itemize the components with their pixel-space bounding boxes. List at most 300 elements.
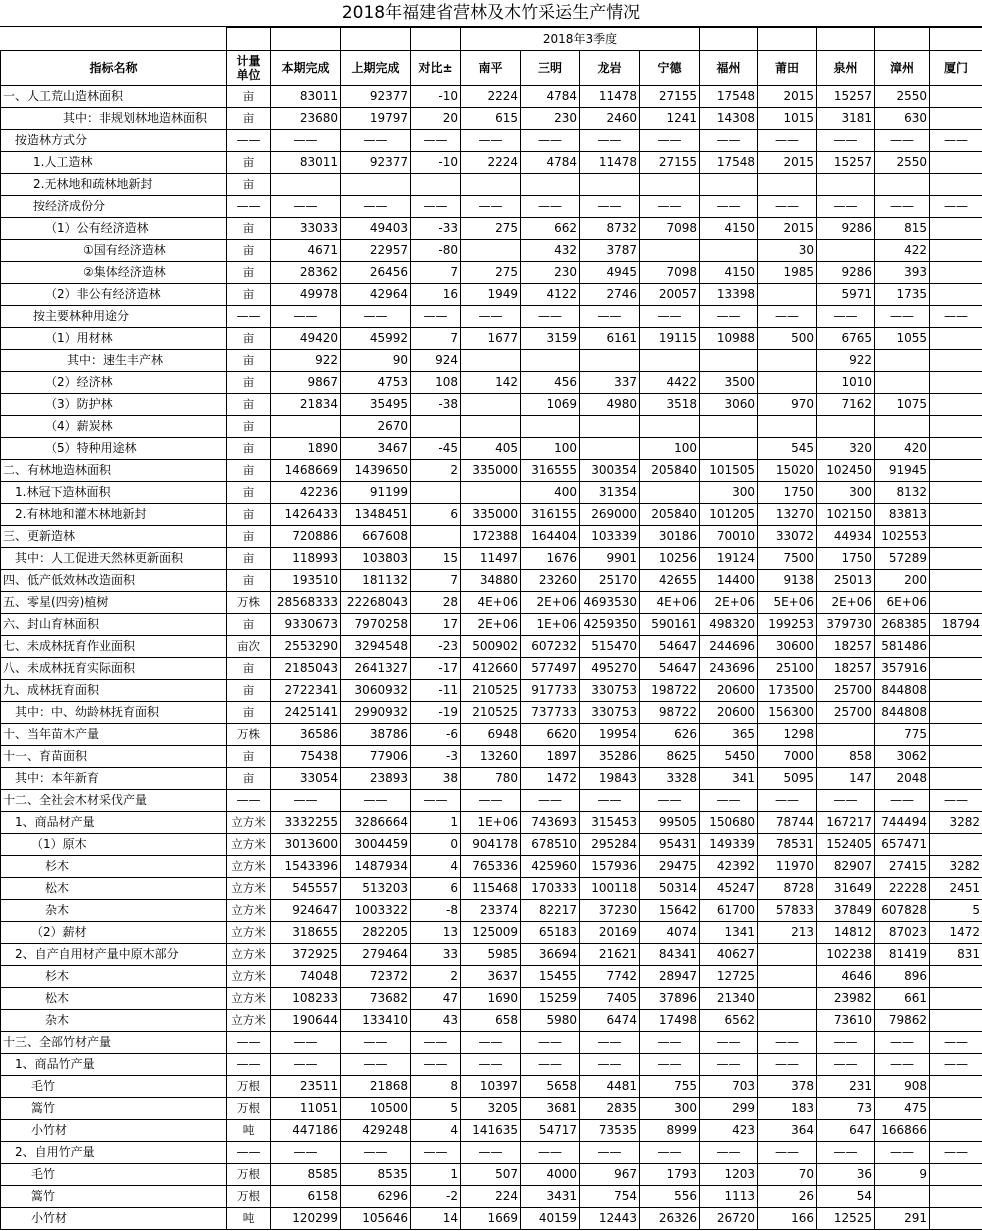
value-cell [817,416,875,438]
row-label: 五、零星(四旁)植树 [1,592,227,614]
value-cell: 341 [700,768,758,790]
value-cell: 15455 [521,966,580,988]
value-cell: 5971 [817,284,875,306]
row-label: 篙竹 [1,1098,227,1120]
value-cell: 4122 [521,284,580,306]
value-cell: —— [411,306,461,328]
value-cell: 172388 [461,526,521,548]
value-cell: 7098 [640,218,700,240]
value-cell: 678510 [521,834,580,856]
value-cell [411,174,461,196]
unit-cell: 立方米 [227,834,271,856]
value-cell: —— [521,196,580,218]
value-cell: 295284 [580,834,640,856]
unit-cell: —— [227,790,271,812]
table-row [1,152,982,174]
value-cell [930,1076,982,1098]
unit-cell: 立方米 [227,900,271,922]
value-cell: 120299 [271,1208,341,1230]
value-cell: —— [580,790,640,812]
value-cell: —— [875,1032,930,1054]
value-cell: 164404 [521,526,580,548]
value-cell: 199253 [758,614,817,636]
value-cell: 6296 [341,1186,411,1208]
value-cell: 101205 [700,504,758,526]
value-cell: 108233 [271,988,341,1010]
value-cell [930,240,982,262]
value-cell: 29475 [640,856,700,878]
value-cell: 102450 [817,460,875,482]
value-cell [875,372,930,394]
value-cell [461,482,521,504]
value-cell: —— [817,1142,875,1164]
value-cell: 5450 [700,746,758,768]
column-header: 泉州 [817,51,875,86]
value-cell: —— [580,1142,640,1164]
value-cell: —— [640,196,700,218]
unit-cell: 万株 [227,592,271,614]
value-cell: 98722 [640,702,700,724]
value-cell: —— [640,306,700,328]
value-cell [758,174,817,196]
value-cell: 102150 [817,504,875,526]
value-cell: 1069 [521,394,580,416]
value-cell: 615 [461,108,521,130]
value-cell: 1003322 [341,900,411,922]
unit-cell: 立方米 [227,812,271,834]
value-cell: -11 [411,680,461,702]
table-row [1,614,982,636]
value-cell [930,284,982,306]
unit-cell: 亩 [227,108,271,130]
table-row [1,1164,982,1186]
value-cell [930,394,982,416]
value-cell: 1 [411,1164,461,1186]
value-cell: 70010 [700,526,758,548]
value-cell: 300354 [580,460,640,482]
value-cell: 5095 [758,768,817,790]
value-cell: 183 [758,1098,817,1120]
value-cell: 844808 [875,702,930,724]
value-cell: 365 [700,724,758,746]
value-cell: 556 [640,1186,700,1208]
value-cell: 908 [875,1076,930,1098]
value-cell: 92377 [341,152,411,174]
row-label: 七、未成林抚育作业面积 [1,636,227,658]
value-cell: 6948 [461,724,521,746]
value-cell: 20600 [700,680,758,702]
value-cell: 3294548 [341,636,411,658]
unit-cell: 亩 [227,746,271,768]
value-cell: 924647 [271,900,341,922]
value-cell: 72372 [341,966,411,988]
value-cell: 3328 [640,768,700,790]
table-row [1,394,982,416]
row-label: 篙竹 [1,1186,227,1208]
value-cell: 8999 [640,1120,700,1142]
value-cell [875,174,930,196]
value-cell [930,526,982,548]
value-cell: 23511 [271,1076,341,1098]
value-cell: 4481 [580,1076,640,1098]
value-cell: —— [875,196,930,218]
value-cell: 9 [875,1164,930,1186]
value-cell [930,1120,982,1142]
value-cell: —— [875,1142,930,1164]
value-cell [817,240,875,262]
value-cell: 231 [817,1076,875,1098]
unit-cell: 万根 [227,1186,271,1208]
value-cell: 19115 [640,328,700,350]
value-cell: 166866 [875,1120,930,1142]
value-cell: 23680 [271,108,341,130]
value-cell: 4693530 [580,592,640,614]
value-cell [580,350,640,372]
value-cell: 780 [461,768,521,790]
value-cell: -3 [411,746,461,768]
table-row [1,812,982,834]
row-label: （2）经济林 [1,372,227,394]
value-cell: 87023 [875,922,930,944]
row-label: 三、更新造林 [1,526,227,548]
value-cell: 1793 [640,1164,700,1186]
unit-cell: 亩 [227,768,271,790]
value-cell: 15 [411,548,461,570]
value-cell: 19843 [580,768,640,790]
value-cell: 422 [875,240,930,262]
column-header: 本期完成 [271,51,341,86]
value-cell: —— [700,130,758,152]
value-cell [930,570,982,592]
unit-cell: 亩 [227,570,271,592]
row-label: 八、未成林抚育实际面积 [1,658,227,680]
value-cell: 42392 [700,856,758,878]
value-cell [930,482,982,504]
value-cell [930,592,982,614]
table-row [1,592,982,614]
table-row [1,1098,982,1120]
column-header: 指标名称 [1,51,227,86]
value-cell: 101505 [700,460,758,482]
column-header: 计量 单位 [227,51,271,86]
row-label: 其中：非规划林地造林面积 [1,108,227,130]
value-cell: 9138 [758,570,817,592]
value-cell: 316555 [521,460,580,482]
value-cell: 7000 [758,746,817,768]
value-cell: 18257 [817,658,875,680]
row-label: （1）用材林 [1,328,227,350]
table-row [1,108,982,130]
value-cell: 8535 [341,1164,411,1186]
value-cell: 658 [461,1010,521,1032]
unit-cell: 吨 [227,1120,271,1142]
unit-cell: 亩 [227,548,271,570]
value-cell: 425960 [521,856,580,878]
value-cell: —— [817,790,875,812]
value-cell: 181132 [341,570,411,592]
value-cell: —— [341,1142,411,1164]
value-cell: 3282 [930,812,982,834]
row-label: 毛竹 [1,1076,227,1098]
value-cell: —— [341,1054,411,1076]
value-cell [930,768,982,790]
value-cell: 917733 [521,680,580,702]
value-cell: 607232 [521,636,580,658]
value-cell: 3500 [700,372,758,394]
value-cell: —— [521,306,580,328]
row-label: 按主要林种用途分 [1,306,227,328]
value-cell: 420 [875,438,930,460]
value-cell: 19124 [700,548,758,570]
table-row [1,526,982,548]
value-cell: 357916 [875,658,930,680]
unit-cell: 立方米 [227,966,271,988]
table-row [1,284,982,306]
row-label: （4）薪炭林 [1,416,227,438]
value-cell: 3159 [521,328,580,350]
value-cell: 8732 [580,218,640,240]
value-cell: 14 [411,1208,461,1230]
value-cell: —— [875,1054,930,1076]
value-cell [930,1186,982,1208]
value-cell: 500902 [461,636,521,658]
value-cell: 102238 [817,944,875,966]
table-row [1,218,982,240]
value-cell: 13260 [461,746,521,768]
row-label: 十一、育苗面积 [1,746,227,768]
value-cell: 1075 [875,394,930,416]
table-row [1,504,982,526]
value-cell: 78744 [758,812,817,834]
value-cell: 30600 [758,636,817,658]
value-cell: —— [640,1054,700,1076]
value-cell: 37849 [817,900,875,922]
value-cell: 775 [875,724,930,746]
column-header: 厦门 [930,51,982,86]
value-cell: 1348451 [341,504,411,526]
unit-cell: 立方米 [227,1010,271,1032]
value-cell: 44934 [817,526,875,548]
value-cell: 1949 [461,284,521,306]
value-cell: 78531 [758,834,817,856]
value-cell: -10 [411,152,461,174]
value-cell [930,460,982,482]
value-cell: 545557 [271,878,341,900]
row-label: 2、自产自用材产量中原木部分 [1,944,227,966]
value-cell: 379730 [817,614,875,636]
row-label: 杂木 [1,900,227,922]
value-cell: 7970258 [341,614,411,636]
value-cell [930,1098,982,1120]
value-cell: —— [271,130,341,152]
table-row [1,1032,982,1054]
value-cell [461,416,521,438]
value-cell: 1298 [758,724,817,746]
value-cell [930,504,982,526]
value-cell: 167217 [817,812,875,834]
value-cell: —— [521,1142,580,1164]
value-cell: 193510 [271,570,341,592]
value-cell: 33 [411,944,461,966]
value-cell: 2641327 [341,658,411,680]
value-cell [640,482,700,504]
value-cell [875,416,930,438]
value-cell: 14400 [700,570,758,592]
value-cell: 6158 [271,1186,341,1208]
row-label: 1、商品竹产量 [1,1054,227,1076]
value-cell: 103803 [341,548,411,570]
value-cell [875,350,930,372]
row-label: （1）原木 [1,834,227,856]
value-cell: 2451 [930,878,982,900]
value-cell: 23260 [521,570,580,592]
unit-cell: 万根 [227,1076,271,1098]
value-cell: —— [341,1032,411,1054]
table-row [1,372,982,394]
value-cell: 3467 [341,438,411,460]
row-label: ②集体经济造林 [1,262,227,284]
value-cell: 300 [700,482,758,504]
value-cell: 37896 [640,988,700,1010]
value-cell [521,174,580,196]
value-cell: 36694 [521,944,580,966]
value-cell: —— [758,306,817,328]
column-header: 龙岩 [580,51,640,86]
value-cell: 320 [817,438,875,460]
value-cell [930,328,982,350]
value-cell: —— [875,790,930,812]
table-row [1,130,982,152]
value-cell: 16 [411,284,461,306]
value-cell: —— [700,790,758,812]
value-cell: —— [521,1032,580,1054]
value-cell [271,174,341,196]
value-cell: —— [341,306,411,328]
unit-cell: 万根 [227,1098,271,1120]
value-cell: 21621 [580,944,640,966]
unit-cell: 亩 [227,262,271,284]
unit-cell: 亩 [227,504,271,526]
value-cell: 626 [640,724,700,746]
value-cell: 15257 [817,152,875,174]
value-cell [521,416,580,438]
value-cell: 2015 [758,86,817,108]
row-label: 小竹材 [1,1208,227,1230]
value-cell: 4E+06 [461,592,521,614]
value-cell [930,108,982,130]
value-cell: 661 [875,988,930,1010]
value-cell: -10 [411,86,461,108]
value-cell: 42964 [341,284,411,306]
value-cell [930,834,982,856]
value-cell: 429248 [341,1120,411,1142]
value-cell: 205840 [640,460,700,482]
value-cell: 25100 [758,658,817,680]
table-row [1,724,982,746]
value-cell: 2224 [461,152,521,174]
value-cell: —— [640,1142,700,1164]
value-cell: 630 [875,108,930,130]
value-cell: 20600 [700,702,758,724]
value-cell: 108 [411,372,461,394]
value-cell: 200 [875,570,930,592]
report-title: 2018年福建省营林及木竹采运生产情况 [0,0,982,27]
value-cell: 12525 [817,1208,875,1230]
value-cell: —— [640,790,700,812]
row-label: 六、封山育林面积 [1,614,227,636]
unit-cell: 亩 [227,350,271,372]
value-cell: —— [758,1142,817,1164]
table-row [1,1120,982,1142]
value-cell: 11478 [580,152,640,174]
value-cell [461,174,521,196]
unit-cell: 亩 [227,526,271,548]
value-cell: 103339 [580,526,640,548]
row-label: 杉木 [1,856,227,878]
value-cell: 22228 [875,878,930,900]
value-cell: 31649 [817,878,875,900]
table-row [1,438,982,460]
value-cell: 337 [580,372,640,394]
value-cell: 22268043 [341,592,411,614]
value-cell: 57289 [875,548,930,570]
value-cell: 10500 [341,1098,411,1120]
value-cell: 737733 [521,702,580,724]
value-cell: 125009 [461,922,521,944]
value-cell: —— [580,306,640,328]
value-cell: —— [817,1032,875,1054]
value-cell: 42236 [271,482,341,504]
value-cell: 37230 [580,900,640,922]
value-cell: 84341 [640,944,700,966]
value-cell: 5 [411,1098,461,1120]
value-cell: 90 [341,350,411,372]
value-cell: 2835 [580,1098,640,1120]
value-cell: 447186 [271,1120,341,1142]
value-cell: 1241 [640,108,700,130]
unit-cell: 亩 [227,394,271,416]
unit-cell: 立方米 [227,856,271,878]
value-cell: —— [411,1054,461,1076]
value-cell: 755 [640,1076,700,1098]
value-cell [930,152,982,174]
value-cell [930,1010,982,1032]
unit-cell: 亩 [227,680,271,702]
unit-cell: 亩 [227,240,271,262]
column-header: 三明 [521,51,580,86]
value-cell: 2550 [875,86,930,108]
value-cell: 35286 [580,746,640,768]
value-cell: 318655 [271,922,341,944]
value-cell: 10988 [700,328,758,350]
row-label: （2）非公有经济造林 [1,284,227,306]
value-cell: 545 [758,438,817,460]
value-cell: 49403 [341,218,411,240]
value-cell: 149339 [700,834,758,856]
value-cell: 92377 [341,86,411,108]
value-cell: 4 [411,1120,461,1142]
value-cell: 1 [411,812,461,834]
value-cell: 28568333 [271,592,341,614]
value-cell: 1113 [700,1186,758,1208]
value-cell: 27155 [640,86,700,108]
value-cell [700,240,758,262]
unit-cell: 亩 [227,328,271,350]
column-header-row [1,51,982,86]
value-cell: 9867 [271,372,341,394]
value-cell: 27415 [875,856,930,878]
value-cell: 275 [461,218,521,240]
